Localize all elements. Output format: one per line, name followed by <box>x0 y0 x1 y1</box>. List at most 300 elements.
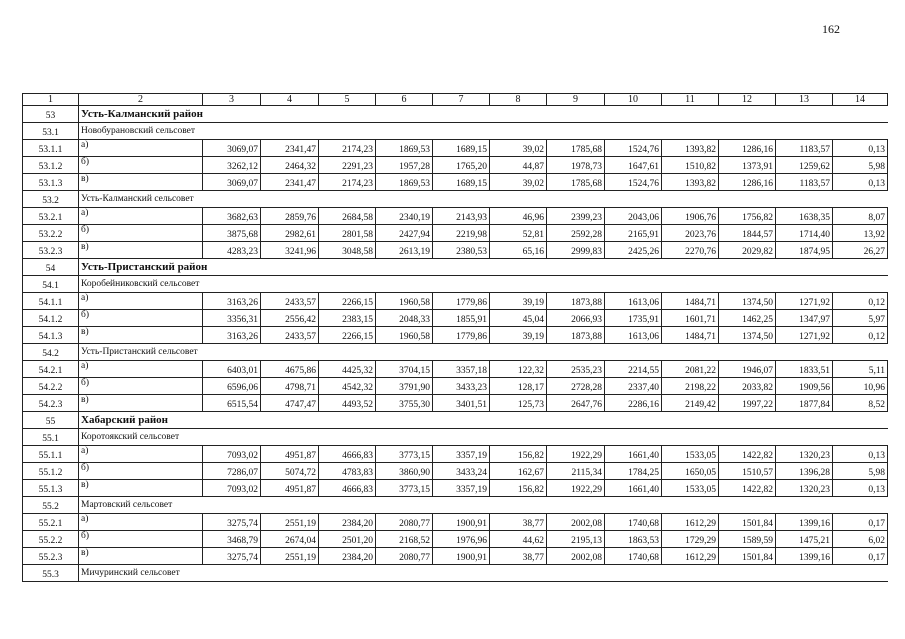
table-body <box>23 94 888 582</box>
value-cell: 2556,42 <box>261 310 319 327</box>
row-code: 55.2.2 <box>23 531 79 548</box>
value-cell: 1374,50 <box>719 327 776 344</box>
value-cell: 1399,16 <box>776 514 833 531</box>
value-cell: 1374,50 <box>719 293 776 310</box>
column-number: 3 <box>203 94 261 106</box>
value-cell: 3791,90 <box>376 378 433 395</box>
value-cell: 7093,02 <box>203 446 261 463</box>
value-cell: 1613,06 <box>605 293 662 310</box>
value-cell: 1399,16 <box>776 548 833 565</box>
variant-label: а) <box>79 208 203 225</box>
row-code: 53.1.2 <box>23 157 79 174</box>
table-row <box>23 140 888 157</box>
value-cell: 39,02 <box>490 140 547 157</box>
value-cell: 3163,26 <box>203 293 261 310</box>
row-code: 54.2.3 <box>23 395 79 412</box>
council-name: Коробейниковский сельсовет <box>79 276 888 293</box>
row-code: 54 <box>23 259 79 276</box>
row-code: 55.1.1 <box>23 446 79 463</box>
value-cell: 2535,23 <box>547 361 605 378</box>
row-code: 55.1.3 <box>23 480 79 497</box>
value-cell: 1978,73 <box>547 157 605 174</box>
value-cell: 1729,29 <box>662 531 719 548</box>
variant-label: в) <box>79 548 203 565</box>
value-cell: 1601,71 <box>662 310 719 327</box>
value-cell: 1957,28 <box>376 157 433 174</box>
value-cell: 2340,19 <box>376 208 433 225</box>
value-cell: 2266,15 <box>319 327 376 344</box>
value-cell: 1863,53 <box>605 531 662 548</box>
value-cell: 4783,83 <box>319 463 376 480</box>
value-cell: 2647,76 <box>547 395 605 412</box>
value-cell: 3262,12 <box>203 157 261 174</box>
value-cell: 8,07 <box>833 208 888 225</box>
table-row <box>23 242 888 259</box>
value-cell: 2551,19 <box>261 548 319 565</box>
row-code: 55.1 <box>23 429 79 446</box>
value-cell: 1909,56 <box>776 378 833 395</box>
variant-label: б) <box>79 531 203 548</box>
value-cell: 1462,25 <box>719 310 776 327</box>
table-row <box>23 310 888 327</box>
value-cell: 1976,96 <box>433 531 490 548</box>
value-cell: 2399,23 <box>547 208 605 225</box>
value-cell: 1484,71 <box>662 293 719 310</box>
value-cell: 1833,51 <box>776 361 833 378</box>
value-cell: 2592,28 <box>547 225 605 242</box>
value-cell: 6515,54 <box>203 395 261 412</box>
value-cell: 1271,92 <box>776 293 833 310</box>
council-name: Новобурановский сельсовет <box>79 123 888 140</box>
table-row <box>23 293 888 310</box>
value-cell: 2613,19 <box>376 242 433 259</box>
value-cell: 2266,15 <box>319 293 376 310</box>
value-cell: 2801,58 <box>319 225 376 242</box>
column-number: 6 <box>376 94 433 106</box>
variant-label: а) <box>79 361 203 378</box>
value-cell: 6,02 <box>833 531 888 548</box>
value-cell: 1393,82 <box>662 140 719 157</box>
value-cell: 1997,22 <box>719 395 776 412</box>
value-cell: 1785,68 <box>547 174 605 191</box>
value-cell: 2002,08 <box>547 514 605 531</box>
variant-label: б) <box>79 157 203 174</box>
value-cell: 2174,23 <box>319 174 376 191</box>
value-cell: 4283,23 <box>203 242 261 259</box>
value-cell: 3755,30 <box>376 395 433 412</box>
column-number: 2 <box>79 94 203 106</box>
row-code: 54.2.1 <box>23 361 79 378</box>
value-cell: 1779,86 <box>433 327 490 344</box>
value-cell: 2214,55 <box>605 361 662 378</box>
council-row <box>23 497 888 514</box>
row-code: 54.2 <box>23 344 79 361</box>
value-cell: 1784,25 <box>605 463 662 480</box>
column-number: 12 <box>719 94 776 106</box>
value-cell: 3704,15 <box>376 361 433 378</box>
value-cell: 2999,83 <box>547 242 605 259</box>
value-cell: 1906,76 <box>662 208 719 225</box>
variant-label: а) <box>79 446 203 463</box>
value-cell: 1756,82 <box>719 208 776 225</box>
value-cell: 2728,28 <box>547 378 605 395</box>
row-code: 53.2.3 <box>23 242 79 259</box>
row-code: 53.1 <box>23 123 79 140</box>
value-cell: 3048,58 <box>319 242 376 259</box>
table-row <box>23 208 888 225</box>
value-cell: 3773,15 <box>376 446 433 463</box>
value-cell: 1183,57 <box>776 140 833 157</box>
value-cell: 2684,58 <box>319 208 376 225</box>
row-code: 54.1.1 <box>23 293 79 310</box>
value-cell: 122,32 <box>490 361 547 378</box>
value-cell: 1320,23 <box>776 480 833 497</box>
value-cell: 2048,33 <box>376 310 433 327</box>
value-cell: 46,96 <box>490 208 547 225</box>
value-cell: 2433,57 <box>261 327 319 344</box>
value-cell: 4666,83 <box>319 446 376 463</box>
district-row <box>23 259 888 276</box>
district-row <box>23 106 888 123</box>
row-code: 55.2 <box>23 497 79 514</box>
value-cell: 1524,76 <box>605 174 662 191</box>
value-cell: 1900,91 <box>433 514 490 531</box>
value-cell: 4493,52 <box>319 395 376 412</box>
value-cell: 39,02 <box>490 174 547 191</box>
value-cell: 1946,07 <box>719 361 776 378</box>
value-cell: 1510,57 <box>719 463 776 480</box>
column-number: 10 <box>605 94 662 106</box>
table-row <box>23 514 888 531</box>
value-cell: 1183,57 <box>776 174 833 191</box>
value-cell: 2081,22 <box>662 361 719 378</box>
council-row <box>23 429 888 446</box>
row-code: 53.1.1 <box>23 140 79 157</box>
value-cell: 1922,29 <box>547 446 605 463</box>
value-cell: 2380,53 <box>433 242 490 259</box>
column-number: 13 <box>776 94 833 106</box>
value-cell: 65,16 <box>490 242 547 259</box>
value-cell: 39,19 <box>490 293 547 310</box>
value-cell: 1689,15 <box>433 174 490 191</box>
variant-label: в) <box>79 480 203 497</box>
value-cell: 1960,58 <box>376 293 433 310</box>
row-code: 54.2.2 <box>23 378 79 395</box>
value-cell: 13,92 <box>833 225 888 242</box>
value-cell: 2501,20 <box>319 531 376 548</box>
value-cell: 2174,23 <box>319 140 376 157</box>
value-cell: 128,17 <box>490 378 547 395</box>
council-name: Усть-Калманский сельсовет <box>79 191 888 208</box>
value-cell: 1855,91 <box>433 310 490 327</box>
column-number: 9 <box>547 94 605 106</box>
variant-label: б) <box>79 310 203 327</box>
value-cell: 5,98 <box>833 463 888 480</box>
value-cell: 4675,86 <box>261 361 319 378</box>
value-cell: 4951,87 <box>261 480 319 497</box>
value-cell: 0,13 <box>833 140 888 157</box>
variant-label: а) <box>79 293 203 310</box>
table-row <box>23 548 888 565</box>
district-row <box>23 412 888 429</box>
value-cell: 2464,32 <box>261 157 319 174</box>
value-cell: 2383,15 <box>319 310 376 327</box>
value-cell: 2033,82 <box>719 378 776 395</box>
council-row <box>23 191 888 208</box>
value-cell: 1612,29 <box>662 548 719 565</box>
value-cell: 2219,98 <box>433 225 490 242</box>
row-code: 53 <box>23 106 79 123</box>
row-code: 54.1.3 <box>23 327 79 344</box>
table-row <box>23 480 888 497</box>
value-cell: 6403,01 <box>203 361 261 378</box>
value-cell: 6596,06 <box>203 378 261 395</box>
column-number: 14 <box>833 94 888 106</box>
value-cell: 162,67 <box>490 463 547 480</box>
row-code: 53.2.2 <box>23 225 79 242</box>
value-cell: 1844,57 <box>719 225 776 242</box>
row-code: 55.3 <box>23 565 79 582</box>
value-cell: 45,04 <box>490 310 547 327</box>
value-cell: 1877,84 <box>776 395 833 412</box>
value-cell: 1510,82 <box>662 157 719 174</box>
variant-label: в) <box>79 395 203 412</box>
table-row <box>23 157 888 174</box>
value-cell: 52,81 <box>490 225 547 242</box>
value-cell: 2859,76 <box>261 208 319 225</box>
value-cell: 2115,34 <box>547 463 605 480</box>
value-cell: 5,98 <box>833 157 888 174</box>
value-cell: 3069,07 <box>203 140 261 157</box>
column-number: 4 <box>261 94 319 106</box>
value-cell: 3860,90 <box>376 463 433 480</box>
variant-label: в) <box>79 174 203 191</box>
value-cell: 2286,16 <box>605 395 662 412</box>
value-cell: 3356,31 <box>203 310 261 327</box>
value-cell: 156,82 <box>490 446 547 463</box>
column-number-row <box>23 94 888 106</box>
value-cell: 0,13 <box>833 174 888 191</box>
value-cell: 2080,77 <box>376 514 433 531</box>
value-cell: 1873,88 <box>547 327 605 344</box>
value-cell: 1259,62 <box>776 157 833 174</box>
value-cell: 1740,68 <box>605 514 662 531</box>
value-cell: 1320,23 <box>776 446 833 463</box>
variant-label: в) <box>79 242 203 259</box>
council-row <box>23 565 888 582</box>
variant-label: в) <box>79 327 203 344</box>
value-cell: 1735,91 <box>605 310 662 327</box>
value-cell: 2165,91 <box>605 225 662 242</box>
value-cell: 1484,71 <box>662 327 719 344</box>
value-cell: 3401,51 <box>433 395 490 412</box>
row-code: 53.1.3 <box>23 174 79 191</box>
value-cell: 5,11 <box>833 361 888 378</box>
value-cell: 1922,29 <box>547 480 605 497</box>
council-name: Усть-Пристанский сельсовет <box>79 344 888 361</box>
value-cell: 1785,68 <box>547 140 605 157</box>
value-cell: 3468,79 <box>203 531 261 548</box>
district-name: Хабарский район <box>79 412 888 429</box>
value-cell: 10,96 <box>833 378 888 395</box>
value-cell: 39,19 <box>490 327 547 344</box>
value-cell: 3357,19 <box>433 446 490 463</box>
value-cell: 1740,68 <box>605 548 662 565</box>
variant-label: а) <box>79 140 203 157</box>
table-row <box>23 531 888 548</box>
value-cell: 4666,83 <box>319 480 376 497</box>
value-cell: 1393,82 <box>662 174 719 191</box>
council-row <box>23 123 888 140</box>
value-cell: 4951,87 <box>261 446 319 463</box>
value-cell: 0,12 <box>833 327 888 344</box>
column-number: 5 <box>319 94 376 106</box>
value-cell: 2029,82 <box>719 242 776 259</box>
council-row <box>23 276 888 293</box>
value-cell: 4747,47 <box>261 395 319 412</box>
row-code: 53.2.1 <box>23 208 79 225</box>
value-cell: 3357,18 <box>433 361 490 378</box>
value-cell: 1647,61 <box>605 157 662 174</box>
value-cell: 2080,77 <box>376 548 433 565</box>
value-cell: 2425,26 <box>605 242 662 259</box>
row-code: 55.2.1 <box>23 514 79 531</box>
value-cell: 2168,52 <box>376 531 433 548</box>
value-cell: 1960,58 <box>376 327 433 344</box>
value-cell: 1373,91 <box>719 157 776 174</box>
value-cell: 1714,40 <box>776 225 833 242</box>
value-cell: 1661,40 <box>605 480 662 497</box>
value-cell: 3433,23 <box>433 378 490 395</box>
value-cell: 1271,92 <box>776 327 833 344</box>
value-cell: 1765,20 <box>433 157 490 174</box>
column-number: 7 <box>433 94 490 106</box>
value-cell: 8,52 <box>833 395 888 412</box>
council-name: Мартовский сельсовет <box>79 497 888 514</box>
value-cell: 1779,86 <box>433 293 490 310</box>
value-cell: 2195,13 <box>547 531 605 548</box>
value-cell: 1638,35 <box>776 208 833 225</box>
table-row <box>23 395 888 412</box>
district-name: Усть-Калманский район <box>79 106 888 123</box>
value-cell: 0,12 <box>833 293 888 310</box>
value-cell: 2143,93 <box>433 208 490 225</box>
value-cell: 44,62 <box>490 531 547 548</box>
column-number: 8 <box>490 94 547 106</box>
value-cell: 2384,20 <box>319 548 376 565</box>
value-cell: 2043,06 <box>605 208 662 225</box>
column-number: 1 <box>23 94 79 106</box>
value-cell: 0,17 <box>833 514 888 531</box>
value-cell: 3875,68 <box>203 225 261 242</box>
value-cell: 2023,76 <box>662 225 719 242</box>
row-code: 53.2 <box>23 191 79 208</box>
value-cell: 1524,76 <box>605 140 662 157</box>
district-name: Усть-Пристанский район <box>79 259 888 276</box>
value-cell: 3682,63 <box>203 208 261 225</box>
value-cell: 1661,40 <box>605 446 662 463</box>
variant-label: б) <box>79 463 203 480</box>
value-cell: 3163,26 <box>203 327 261 344</box>
value-cell: 1689,15 <box>433 140 490 157</box>
value-cell: 1347,97 <box>776 310 833 327</box>
table-row <box>23 378 888 395</box>
value-cell: 1869,53 <box>376 140 433 157</box>
value-cell: 2002,08 <box>547 548 605 565</box>
value-cell: 1501,84 <box>719 548 776 565</box>
value-cell: 1900,91 <box>433 548 490 565</box>
value-cell: 0,17 <box>833 548 888 565</box>
value-cell: 2674,04 <box>261 531 319 548</box>
value-cell: 2982,61 <box>261 225 319 242</box>
value-cell: 3773,15 <box>376 480 433 497</box>
value-cell: 1650,05 <box>662 463 719 480</box>
table-row <box>23 446 888 463</box>
value-cell: 3275,74 <box>203 514 261 531</box>
value-cell: 3069,07 <box>203 174 261 191</box>
value-cell: 2551,19 <box>261 514 319 531</box>
value-cell: 2270,76 <box>662 242 719 259</box>
value-cell: 5,97 <box>833 310 888 327</box>
variant-label: а) <box>79 514 203 531</box>
value-cell: 2341,47 <box>261 140 319 157</box>
value-cell: 1613,06 <box>605 327 662 344</box>
value-cell: 0,13 <box>833 446 888 463</box>
variant-label: б) <box>79 225 203 242</box>
value-cell: 3357,19 <box>433 480 490 497</box>
value-cell: 7093,02 <box>203 480 261 497</box>
value-cell: 1422,82 <box>719 446 776 463</box>
row-code: 55.2.3 <box>23 548 79 565</box>
value-cell: 2433,57 <box>261 293 319 310</box>
row-code: 54.1 <box>23 276 79 293</box>
value-cell: 5074,72 <box>261 463 319 480</box>
council-name: Мичуринский сельсовет <box>79 565 888 582</box>
value-cell: 2149,42 <box>662 395 719 412</box>
value-cell: 1501,84 <box>719 514 776 531</box>
value-cell: 2198,22 <box>662 378 719 395</box>
table-row <box>23 463 888 480</box>
table-row <box>23 174 888 191</box>
value-cell: 44,87 <box>490 157 547 174</box>
value-cell: 0,13 <box>833 480 888 497</box>
value-cell: 4542,32 <box>319 378 376 395</box>
value-cell: 7286,07 <box>203 463 261 480</box>
value-cell: 1422,82 <box>719 480 776 497</box>
value-cell: 2066,93 <box>547 310 605 327</box>
table-row <box>23 225 888 242</box>
value-cell: 3275,74 <box>203 548 261 565</box>
value-cell: 38,77 <box>490 548 547 565</box>
value-cell: 3241,96 <box>261 242 319 259</box>
value-cell: 1589,59 <box>719 531 776 548</box>
value-cell: 1286,16 <box>719 174 776 191</box>
value-cell: 26,27 <box>833 242 888 259</box>
table-row <box>23 361 888 378</box>
value-cell: 38,77 <box>490 514 547 531</box>
value-cell: 1396,28 <box>776 463 833 480</box>
value-cell: 1533,05 <box>662 446 719 463</box>
value-cell: 156,82 <box>490 480 547 497</box>
value-cell: 1612,29 <box>662 514 719 531</box>
value-cell: 2337,40 <box>605 378 662 395</box>
row-code: 55 <box>23 412 79 429</box>
value-cell: 1533,05 <box>662 480 719 497</box>
value-cell: 2427,94 <box>376 225 433 242</box>
tariff-table <box>22 93 888 582</box>
value-cell: 2384,20 <box>319 514 376 531</box>
value-cell: 2291,23 <box>319 157 376 174</box>
